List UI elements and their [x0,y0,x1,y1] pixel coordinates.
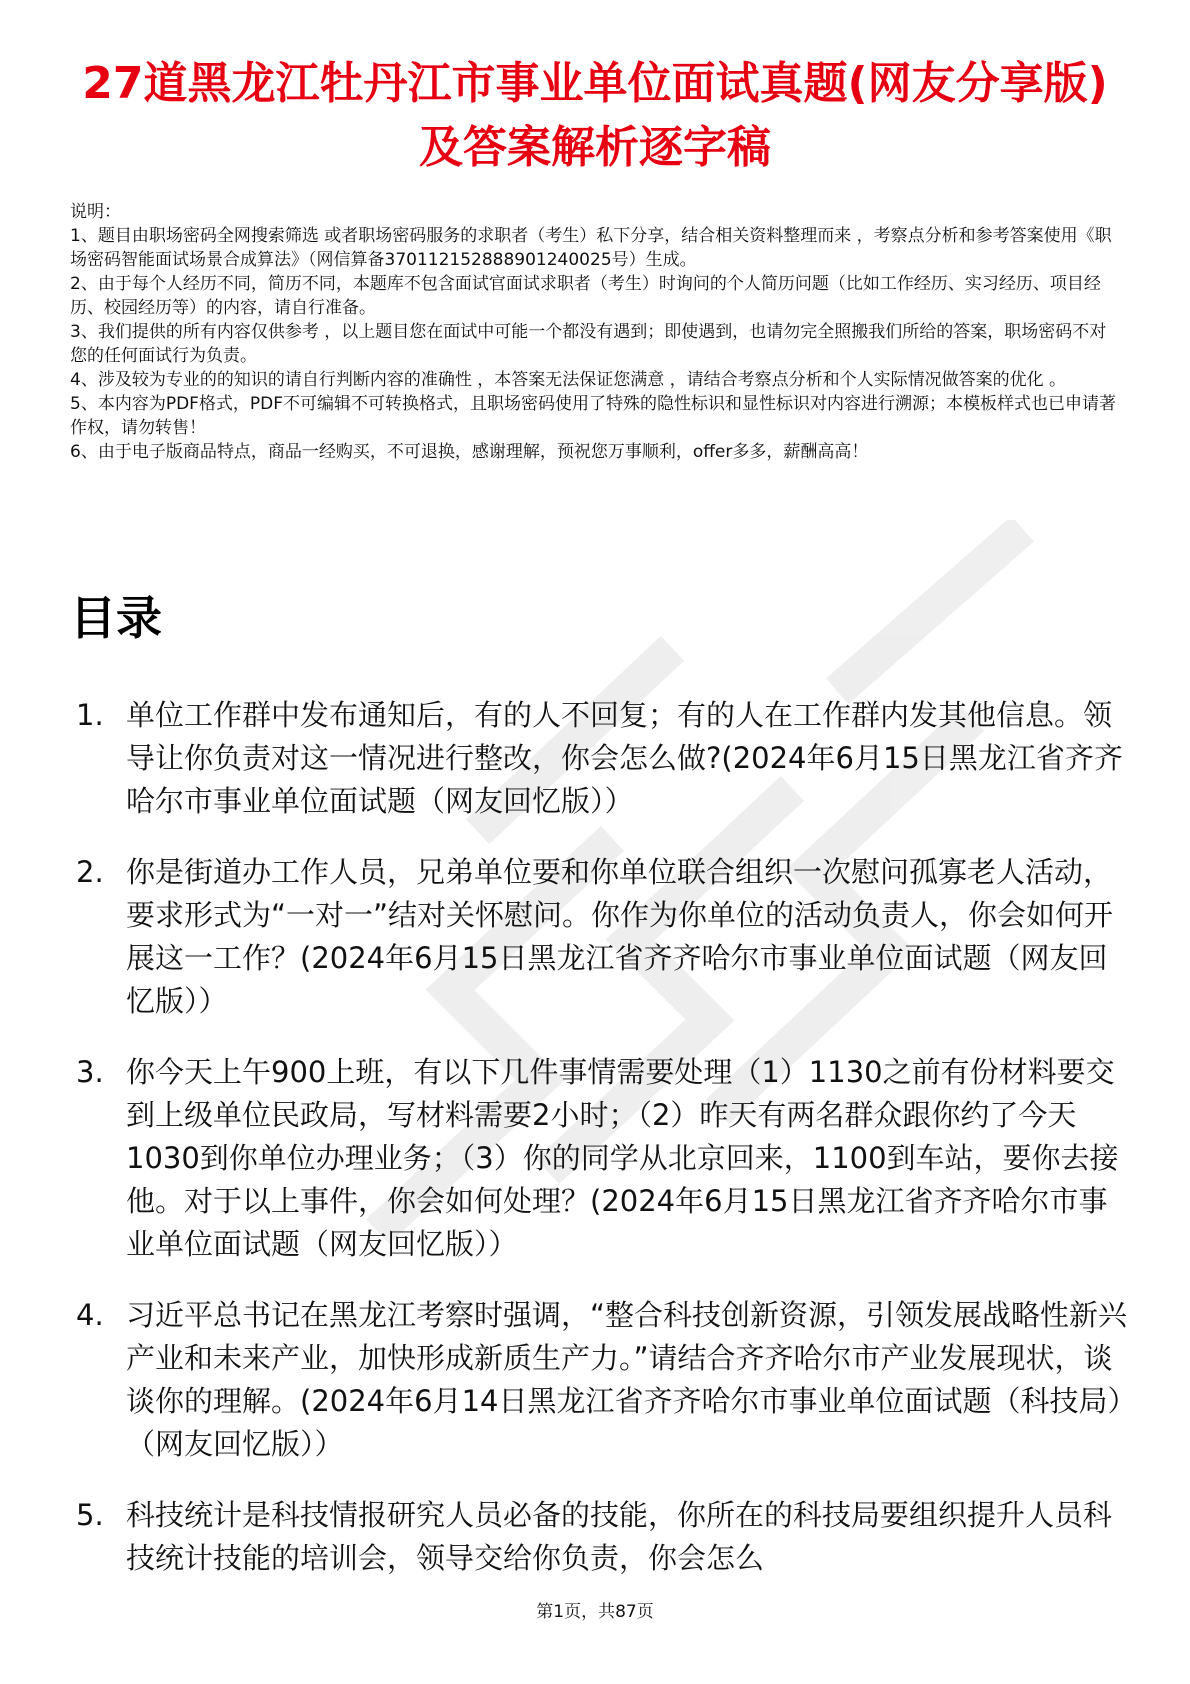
toc-item-number: 2. [76,855,104,889]
toc-item-text: 你今天上午900上班，有以下几件事情需要处理（1）1130之前有份材料要交到上级单位民政局，写材料需要2小时；（2）昨天有两名群众跟你约了今天1030到你单位办理业务；（3）你的同学从北京回来，1100到车站，要你去接他。对于以上事件，你会如何处理？(2024年6月15日黑龙江省齐齐哈尔市事业单位面试题（网友回忆版）） [126,1055,1119,1261]
toc-item-text: 科技统计是科技情报研究人员必备的技能，你所在的科技局要组织提升人员科技统计技能的培训会，领导交给你负责，你会怎么 [126,1498,1113,1575]
note-item: 2、由于每个人经历不同，简历不同，本题库不包含面试官面试求职者（考生）时询问的个人简历问题（比如工作经历、实习经历、项目经历、校园经历等）的内容，请自行准备。 [70,274,1101,318]
note-item: 1、题目由职场密码全网搜索筛选 或者职场密码服务的求职者（考生）私下分享，结合相关资料整理而来 ，考察点分析和参考答案使用《职场密码智能面试场景合成算法》（网信算备370112152888901240025号）生成。 [70,226,1112,270]
note-item: 3、我们提供的所有内容仅供参考 ，以上题目您在面试中可能一个都没有遇到；即使遇到，也请勿完全照搬我们所给的答案，职场密码不对您的任何面试行为负责。 [70,322,1107,366]
toc-item-text: 你是街道办工作人员，兄弟单位要和你单位联合组织一次慰问孤寡老人活动，要求形式为“一对一”结对关怀慰问。你作为你单位的活动负责人，你会如何开展这一工作？(2024年6月15日黑龙江省齐齐哈尔市事业单位面试题（网友回忆版）） [126,855,1114,1018]
toc-item[interactable] [70,1294,1130,1466]
toc-item[interactable] [70,1051,1130,1266]
table-of-contents [70,694,1130,1608]
disclaimer-notes [70,200,1120,464]
page-footer: 第1页，共87页 [536,1602,654,1622]
toc-heading: 目录 [70,591,162,645]
toc-item[interactable] [70,1494,1130,1580]
note-item: 6、由于电子版商品特点，商品一经购买，不可退换，感谢理解，预祝您万事顺利，offer多多，薪酬高高！ [70,442,869,462]
notes-heading: 说明： [70,202,121,222]
toc-item[interactable] [70,851,1130,1023]
note-item: 5、本内容为PDF格式，PDF不可编辑不可转换格式，且职场密码使用了特殊的隐性标识和显性标识对内容进行溯源；本模板样式也已申请著作权，请勿转售！ [70,394,1117,438]
toc-item-text: 单位工作群中发布通知后，有的人不回复；有的人在工作群内发其他信息。领导让你负责对这一情况进行整改，你会怎么做?(2024年6月15日黑龙江省齐齐哈尔市事业单位面试题（网友回忆版）） [126,698,1123,818]
note-item: 4、涉及较为专业的的知识的请自行判断内容的准确性 ，本答案无法保证您满意 ，请结合考察点分析和个人实际情况做答案的优化 。 [70,370,1067,390]
toc-item-number: 4. [76,1298,104,1332]
toc-item[interactable] [70,694,1130,823]
document-title: 27道黑龙江牡丹江市事业单位面试真题(网友分享版)及答案解析逐字稿 [82,58,1108,173]
toc-item-number: 5. [76,1498,104,1532]
toc-item-number: 3. [76,1055,104,1089]
toc-item-text: 习近平总书记在黑龙江考察时强调，“整合科技创新资源，引领发展战略性新兴产业和未来产业，加快形成新质生产力。”请结合齐齐哈尔市产业发展现状，谈谈你的理解。(2024年6月14日黑龙江省齐齐哈尔市事业单位面试题（科技局）（网友回忆版）） [126,1298,1128,1461]
toc-item-number: 1. [76,698,104,732]
